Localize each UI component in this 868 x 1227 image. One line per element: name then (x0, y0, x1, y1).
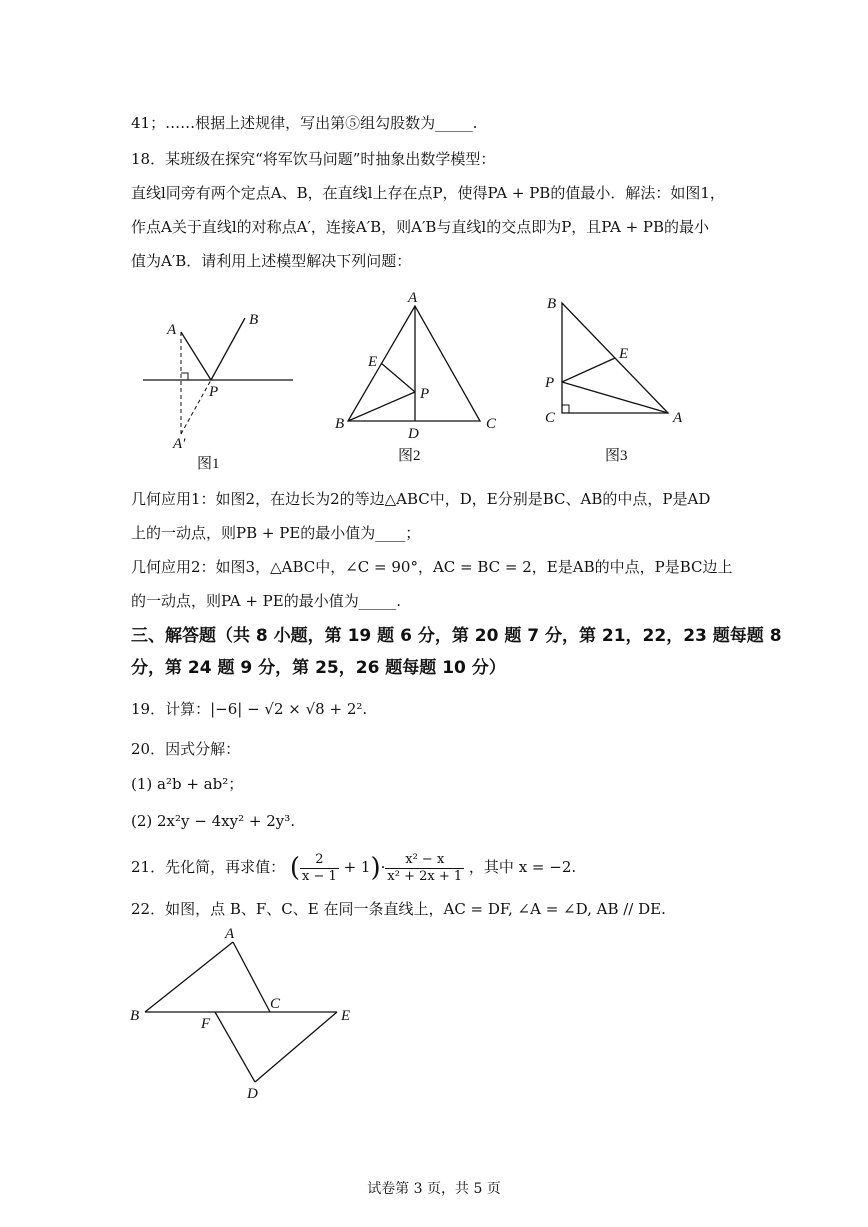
app1-line2: 上的一动点，则PB + PE的最小值为____； (131, 524, 421, 542)
fig2-label-e: E (368, 354, 378, 370)
fig3-label-a: A (673, 410, 683, 426)
fig22-label-e: E (341, 1008, 351, 1024)
fig2-label-c: C (486, 416, 497, 432)
section3-heading-line2: 分，第 24 题 9 分，第 25，26 题每题 10 分） (131, 658, 506, 678)
fig1-label-b: B (249, 312, 259, 328)
q18-intro: 18．某班级在探究“将军饮马问题”时抽象出数学模型： (131, 150, 496, 168)
q21-fraction-1: $\frac{2}{x - 1}$ (302, 851, 337, 884)
q22: 22．如图，点 B、F、C、E 在同一条直线上，AC = DF, ∠A = ∠D, AB // DE. (131, 900, 666, 918)
q20-intro: 20．因式分解： (131, 740, 241, 758)
fig22-label-c: C (270, 996, 281, 1012)
q21: 21．先化简，再求值： ( $\frac{2}{x - 1}$ + 1)· $\frac{\text{x² − x}}{\text{x² + 2x + 1}}$ ，其中 x = −2. (131, 851, 577, 884)
fig2-caption: 图2 (398, 448, 421, 464)
app2-line1: 几何应用2：如图3，△ABC中，∠C = 90°，AC = BC = 2，E是AB的中点，P是BC边上 (131, 558, 733, 576)
fig3-label-e: E (619, 346, 629, 362)
q18-line2: 作点A关于直线l的对称点A′，连接A′B，则A′B与直线l的交点即为P，且PA + PB的最小 (131, 218, 710, 236)
fig2-label-p: P (420, 386, 430, 402)
fig3-label-b: B (547, 296, 557, 312)
app2-line2: 的一动点，则PA + PE的最小值为_____. (131, 592, 401, 610)
q21-suffix: ，其中 x = −2. (468, 858, 577, 876)
page-footer: 试卷第 3 页，共 5 页 (367, 1181, 501, 1197)
fig22-label-d: D (247, 1086, 258, 1102)
app1-line1: 几何应用1：如图2，在边长为2的等边△ABC中，D，E分别是BC、AB的中点，P是AD (131, 490, 711, 508)
q18-line3: 值为A′B．请利用上述模型解决下列问题： (131, 252, 412, 270)
fig3-label-c: C (545, 410, 556, 426)
q20-part2: (2) 2x²y − 4xy² + 2y³. (131, 812, 296, 830)
q17-tail: 41；……根据上述规律，写出第⑤组勾股数为_____. (131, 114, 478, 132)
q18-line1: 直线l同旁有两个定点A、B，在直线l上存在点P，使得PA + PB的值最小．解法：如图1， (131, 184, 725, 202)
fig22-label-b: B (130, 1008, 140, 1024)
section3-heading-line1: 三、解答题（共 8 小题，第 19 题 6 分，第 20 题 7 分，第 21，22，23 题每题 8 (131, 626, 782, 646)
q21-plus-one: + 1 (343, 858, 371, 876)
q20-part1: (1) a²b + ab²； (131, 775, 244, 793)
fig1-caption: 图1 (197, 456, 220, 472)
figure-3 (535, 288, 705, 468)
fig3-label-p: P (545, 375, 555, 391)
q21-prefix: 21．先化简，再求值： (131, 858, 286, 876)
q19: 19．计算：|−6| − √2 × √8 + 2². (131, 700, 368, 718)
fig22-label-a: A (225, 926, 235, 942)
fig1-label-p: P (209, 384, 219, 400)
figure-2 (330, 288, 510, 468)
fig1-label-a: A (167, 322, 177, 338)
figure-q22 (125, 922, 365, 1102)
fig2-label-a: A (408, 290, 418, 306)
fig2-label-d: D (408, 426, 419, 442)
q21-fraction-2: $\frac{\text{x² − x}}{\text{x² + 2x + 1}}$ (387, 851, 463, 884)
figure-1 (135, 300, 305, 480)
fig2-label-b: B (335, 416, 345, 432)
fig3-caption: 图3 (605, 448, 628, 464)
fig1-label-a-prime: A′ (173, 436, 186, 452)
fig22-label-f: F (201, 1016, 211, 1032)
